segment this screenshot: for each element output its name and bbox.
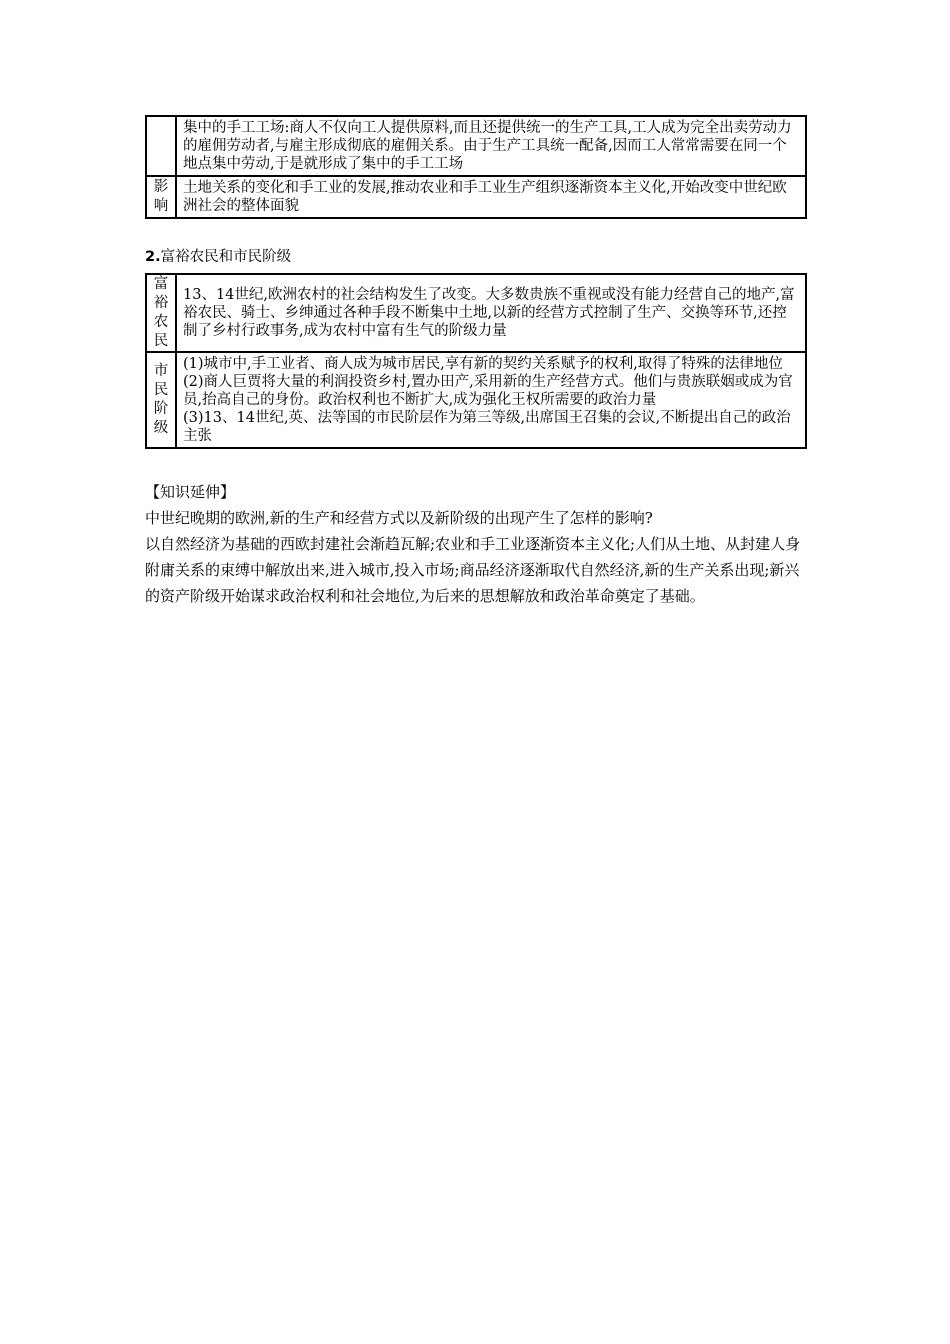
burghers-content: [176, 352, 806, 448]
burghers-item: (1)城市中,手工业者、商人成为城市居民,享有新的契约关系赋予的权利,取得了特殊的法律地位: [183, 356, 783, 372]
wealthy-peasants-text: 13、14世纪,欧洲农村的社会结构发生了改变。大多数贵族不重视或没有能力经营自己的地产,富裕农民、骑士、乡绅通过各种手段不断集中土地,以新的经营方式控制了生产、交换等环节,还控制了乡村行政事务,成为农村中富有生气的阶级力量: [176, 274, 806, 352]
row-label-wealthy-peasants: 富裕农民: [146, 274, 176, 352]
knowledge-heading: 【知识延伸】: [145, 483, 236, 501]
burghers-item: (2)商人巨贾将大量的利润投资乡村,置办田产,采用新的生产经营方式。他们与贵族联姻或成为官员,抬高自己的身份。政治权利也不断扩大,成为强化王权所需要的政治力量: [183, 374, 793, 408]
section-title-text: 富裕农民和市民阶级: [160, 249, 292, 265]
table-row: [146, 274, 806, 352]
row-label-burghers: 市民阶级: [146, 352, 176, 448]
knowledge-extension: [145, 479, 810, 609]
class-table: [145, 273, 807, 449]
table-row: [146, 352, 806, 448]
table-row: [146, 116, 806, 176]
burghers-item: (3)13、14世纪,英、法等国的市民阶层作为第三等级,出席国王召集的会议,不断提出自己的政治主张: [183, 410, 791, 444]
centralized-workshop-text: 集中的手工工场:商人不仅向工人提供原料,而且还提供统一的生产工具,工人成为完全出卖劳动力的雇佣劳动者,与雇主形成彻底的雇佣关系。由于生产工具统一配备,因而工人常常需要在同一个地点集中劳动,于是就形成了集中的手工工场: [176, 116, 806, 176]
table-row: [146, 176, 806, 218]
handicraft-table: [145, 115, 807, 219]
row-label-influence: 影响: [146, 176, 176, 218]
knowledge-answer: 以自然经济为基础的西欧封建社会渐趋瓦解;农业和手工业逐渐资本主义化;人们从土地、从封建人身附庸关系的束缚中解放出来,进入城市,投入市场;商品经济逐渐取代自然经济,新的生产关系出现;新兴的资产阶级开始谋求政治权利和社会地位,为后来的思想解放和政治革命奠定了基础。: [145, 535, 801, 605]
row-label-empty: [146, 116, 176, 176]
section-number: 2.: [145, 249, 161, 265]
page-content: [145, 115, 807, 609]
section-heading: [145, 247, 807, 267]
knowledge-question: 中世纪晚期的欧洲,新的生产和经营方式以及新阶级的出现产生了怎样的影响?: [145, 509, 653, 527]
influence-text: 土地关系的变化和手工业的发展,推动农业和手工业生产组织逐渐资本主义化,开始改变中世纪欧洲社会的整体面貌: [176, 176, 806, 218]
